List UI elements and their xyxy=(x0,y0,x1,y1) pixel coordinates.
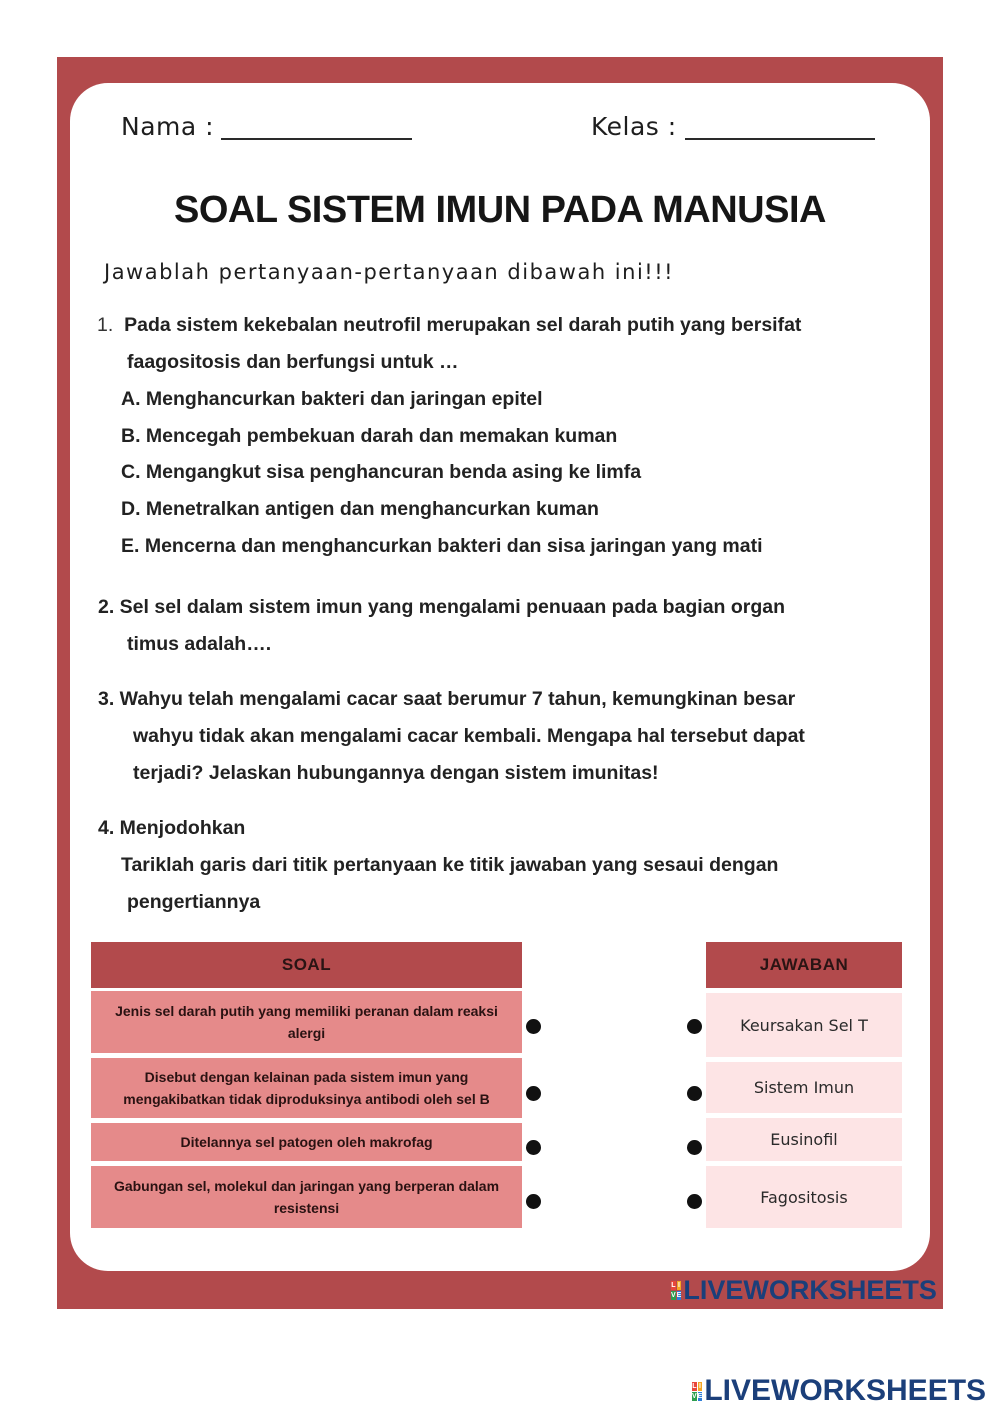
question-1-option-d: D. Menetralkan antigen dan menghancurkan kuman xyxy=(121,498,599,520)
jawaban-item-1: Keursakan Sel T xyxy=(706,993,902,1057)
liveworksheets-wordmark: LIVEWORKSHEETS xyxy=(704,1374,987,1407)
soal-dot-1[interactable] xyxy=(526,1019,541,1034)
logo-cell-i: I xyxy=(699,1382,701,1390)
soal-item-1: Jenis sel darah putih yang memiliki peranan dalam reaksi alergi xyxy=(91,991,522,1053)
question-2-line-2: timus adalah…. xyxy=(127,633,272,655)
jawaban-item-3: Eusinofil xyxy=(706,1118,902,1161)
nama-field-line xyxy=(221,138,412,140)
soal-item-3: Ditelannya sel patogen oleh makrofag xyxy=(91,1123,522,1161)
jawaban-dot-3[interactable] xyxy=(687,1140,702,1155)
jawaban-item-2: Sistem Imun xyxy=(706,1062,902,1113)
instruction: Jawablah pertanyaan-pertanyaan dibawah ini!!! xyxy=(104,260,675,284)
logo-cell-l: L xyxy=(671,1282,676,1289)
question-1-number: 1. xyxy=(97,314,114,336)
liveworksheets-logo-icon xyxy=(671,1281,681,1300)
soal-header: SOAL xyxy=(91,942,522,988)
logo-cell-e: E xyxy=(676,1292,682,1299)
liveworksheets-logo-frame xyxy=(671,1275,937,1306)
question-4-line-1: 4. Menjodohkan xyxy=(98,817,246,839)
question-3-line-1: 3. Wahyu telah mengalami cacar saat berumur 7 tahun, kemungkinan besar xyxy=(98,688,796,710)
kelas-field-line xyxy=(685,138,875,140)
question-1-line-1 xyxy=(97,307,801,344)
liveworksheets-logo-icon xyxy=(692,1382,702,1401)
question-1-option-b: B. Mencegah pembekuan darah dan memakan kuman xyxy=(121,425,618,447)
question-1-text: Pada sistem kekebalan neutrofil merupakan sel darah putih yang bersifat xyxy=(124,314,802,336)
question-1-option-a: A. Menghancurkan bakteri dan jaringan epitel xyxy=(121,388,543,410)
kelas-label: Kelas : xyxy=(591,112,677,141)
question-3-line-2: wahyu tidak akan mengalami cacar kembali. Mengapa hal tersebut dapat xyxy=(133,725,805,747)
soal-item-2: Disebut dengan kelainan pada sistem imun yang mengakibatkan tidak diproduksinya antibodi oleh sel B xyxy=(91,1058,522,1118)
logo-cell-v: V xyxy=(671,1292,676,1299)
soal-item-4: Gabungan sel, molekul dan jaringan yang berperan dalam resistensi xyxy=(91,1166,522,1228)
soal-dot-2[interactable] xyxy=(526,1086,541,1101)
logo-cell-v: V xyxy=(692,1392,697,1400)
question-1-line-2: faagositosis dan berfungsi untuk … xyxy=(127,351,459,373)
question-1-option-e: E. Mencerna dan menghancurkan bakteri dan sisa jaringan yang mati xyxy=(121,535,763,557)
liveworksheets-logo-footer xyxy=(692,1374,986,1408)
logo-cell-l: L xyxy=(692,1382,697,1390)
question-1-option-c: C. Mengangkut sisa penghancuran benda asing ke limfa xyxy=(121,461,642,483)
jawaban-header: JAWABAN xyxy=(706,942,902,988)
question-4-line-3: pengertiannya xyxy=(127,891,261,913)
nama-label: Nama : xyxy=(121,112,215,141)
page-title: SOAL SISTEM IMUN PADA MANUSIA xyxy=(174,189,826,231)
jawaban-item-4: Fagositosis xyxy=(706,1166,902,1228)
logo-cell-i: I xyxy=(678,1282,680,1289)
logo-cell-e: E xyxy=(697,1392,703,1400)
liveworksheets-wordmark: LIVEWORKSHEETS xyxy=(683,1275,937,1305)
jawaban-dot-1[interactable] xyxy=(687,1019,702,1034)
soal-dot-4[interactable] xyxy=(526,1194,541,1209)
jawaban-dot-4[interactable] xyxy=(687,1194,702,1209)
question-2-line-1: 2. Sel sel dalam sistem imun yang mengalami penuaan pada bagian organ xyxy=(98,596,786,618)
question-4-line-2: Tariklah garis dari titik pertanyaan ke titik jawaban yang sesaui dengan xyxy=(121,854,779,876)
soal-dot-3[interactable] xyxy=(526,1140,541,1155)
jawaban-dot-2[interactable] xyxy=(687,1086,702,1101)
question-3-line-3: terjadi? Jelaskan hubungannya dengan sistem imunitas! xyxy=(133,762,659,784)
